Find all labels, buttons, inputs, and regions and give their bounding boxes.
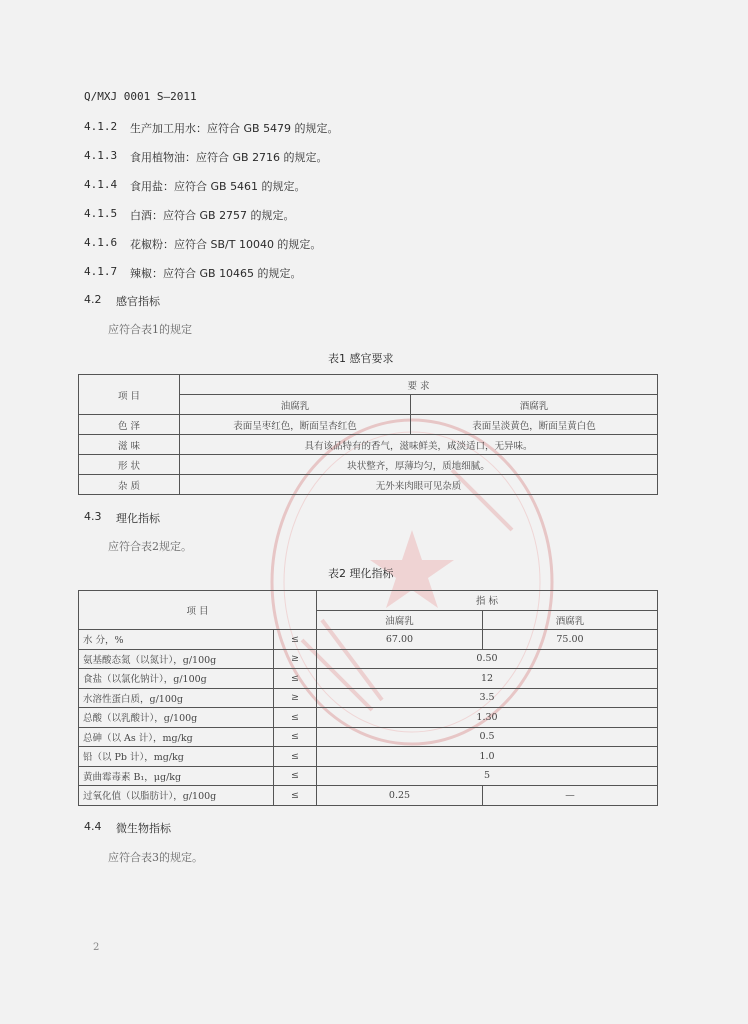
clause-text: 食用盐：应符合 GB 5461 的规定。 <box>130 180 306 193</box>
table-cell: 过氧化值（以脂肪计），g/100g <box>79 786 274 806</box>
table-cell: 具有该品特有的香气，滋味鲜美，咸淡适口，无异味。 <box>180 435 658 455</box>
table-row <box>79 415 658 435</box>
table-row <box>79 455 658 475</box>
clause-number: 4.1.2 <box>84 120 118 133</box>
table-cell: 食盐（以氯化钠计），g/100g <box>79 669 274 689</box>
table-cell: 5 <box>317 766 658 786</box>
table2-header-oil-furu: 油腐乳 <box>317 610 483 630</box>
table-cell: 滋 味 <box>79 435 180 455</box>
table-cell: 无外来肉眼可见杂质 <box>180 475 658 495</box>
table-cell: ≤ <box>274 786 317 806</box>
table-cell: 氨基酸态氮（以氮计），g/100g <box>79 649 274 669</box>
table-cell: 12 <box>317 669 658 689</box>
table-cell: 形 状 <box>79 455 180 475</box>
table-cell: 色 泽 <box>79 415 180 435</box>
table-row <box>79 669 658 689</box>
clause-text: 花椒粉：应符合 SB/T 10040 的规定。 <box>130 238 322 251</box>
clause-number: 4.1.6 <box>84 236 118 249</box>
table-cell: 总酸（以乳酸计），g/100g <box>79 708 274 728</box>
section-4-3-number: 4.3 <box>84 510 102 523</box>
section-4-2-body: 应符合表1的规定 <box>108 323 192 336</box>
table-cell: 块状整齐，厚薄均匀，质地细腻。 <box>180 455 658 475</box>
table-row <box>79 708 658 728</box>
page-number: 2 <box>93 942 100 953</box>
table-cell: ≥ <box>274 649 317 669</box>
clause-number: 4.1.7 <box>84 265 118 278</box>
section-4-2-number: 4.2 <box>84 293 102 306</box>
physicochemical-indicators-table <box>78 590 658 806</box>
document-code-header: Q/MXJ 0001 S—2011 <box>84 90 197 103</box>
table-cell: 75.00 <box>483 630 658 650</box>
table1-header-requirement: 要 求 <box>180 375 658 395</box>
section-4-4-title: 微生物指标 <box>116 822 171 835</box>
table2-caption: 表2 理化指标 <box>328 567 394 580</box>
section-4-2-title: 感官指标 <box>116 295 160 308</box>
table-cell: — <box>483 786 658 806</box>
table1-header-item: 项 目 <box>79 375 180 415</box>
table-cell: ≤ <box>274 669 317 689</box>
table-cell: 水 分，% <box>79 630 274 650</box>
section-4-3-title: 理化指标 <box>116 512 160 525</box>
table-cell: 0.5 <box>317 727 658 747</box>
clause-number: 4.1.3 <box>84 149 118 162</box>
table-cell: ≤ <box>274 708 317 728</box>
sensory-requirements-table <box>78 374 658 495</box>
table1-header-oil-furu: 油腐乳 <box>180 395 411 415</box>
clause-text: 生产加工用水：应符合 GB 5479 的规定。 <box>130 122 339 135</box>
table-cell: 1.30 <box>317 708 658 728</box>
table-cell: 0.25 <box>317 786 483 806</box>
table-cell: 1.0 <box>317 747 658 767</box>
clause-number: 4.1.5 <box>84 207 118 220</box>
table-cell: 铅（以 Pb 计），mg/kg <box>79 747 274 767</box>
table-cell: 杂 质 <box>79 475 180 495</box>
section-4-3-body: 应符合表2规定。 <box>108 540 192 553</box>
table-cell: ≥ <box>274 688 317 708</box>
clause-text: 食用植物油：应符合 GB 2716 的规定。 <box>130 151 328 164</box>
table-cell: 黄曲霉毒素 B₁，μg/kg <box>79 766 274 786</box>
table-cell: 总砷（以 As 计），mg/kg <box>79 727 274 747</box>
table-cell: ≤ <box>274 747 317 767</box>
table-cell: 表面呈淡黄色，断面呈黄白色 <box>411 415 658 435</box>
table-row <box>79 727 658 747</box>
table-row <box>79 630 658 650</box>
table-row <box>79 475 658 495</box>
clause-number: 4.1.4 <box>84 178 118 191</box>
table-row <box>79 649 658 669</box>
table-cell: 3.5 <box>317 688 658 708</box>
table-cell: 水溶性蛋白质，g/100g <box>79 688 274 708</box>
table2-header-wine-furu: 酒腐乳 <box>483 610 658 630</box>
table2-header-indicator: 指 标 <box>317 591 658 611</box>
table-row <box>79 435 658 455</box>
table-cell: 67.00 <box>317 630 483 650</box>
table-row <box>79 766 658 786</box>
table-cell: 表面呈枣红色，断面呈杏红色 <box>180 415 411 435</box>
table-row <box>79 786 658 806</box>
table-cell: ≤ <box>274 766 317 786</box>
table-row <box>79 747 658 767</box>
table2-header-item: 项 目 <box>79 591 317 630</box>
table-cell: ≤ <box>274 727 317 747</box>
table-cell: 0.50 <box>317 649 658 669</box>
clause-text: 白酒：应符合 GB 2757 的规定。 <box>130 209 295 222</box>
table1-caption: 表1 感官要求 <box>328 352 394 365</box>
section-4-4-number: 4.4 <box>84 820 102 833</box>
table1-header-wine-furu: 酒腐乳 <box>411 395 658 415</box>
table-row <box>79 688 658 708</box>
section-4-4-body: 应符合表3的规定。 <box>108 851 203 864</box>
table-cell: ≤ <box>274 630 317 650</box>
clause-text: 辣椒：应符合 GB 10465 的规定。 <box>130 267 302 280</box>
